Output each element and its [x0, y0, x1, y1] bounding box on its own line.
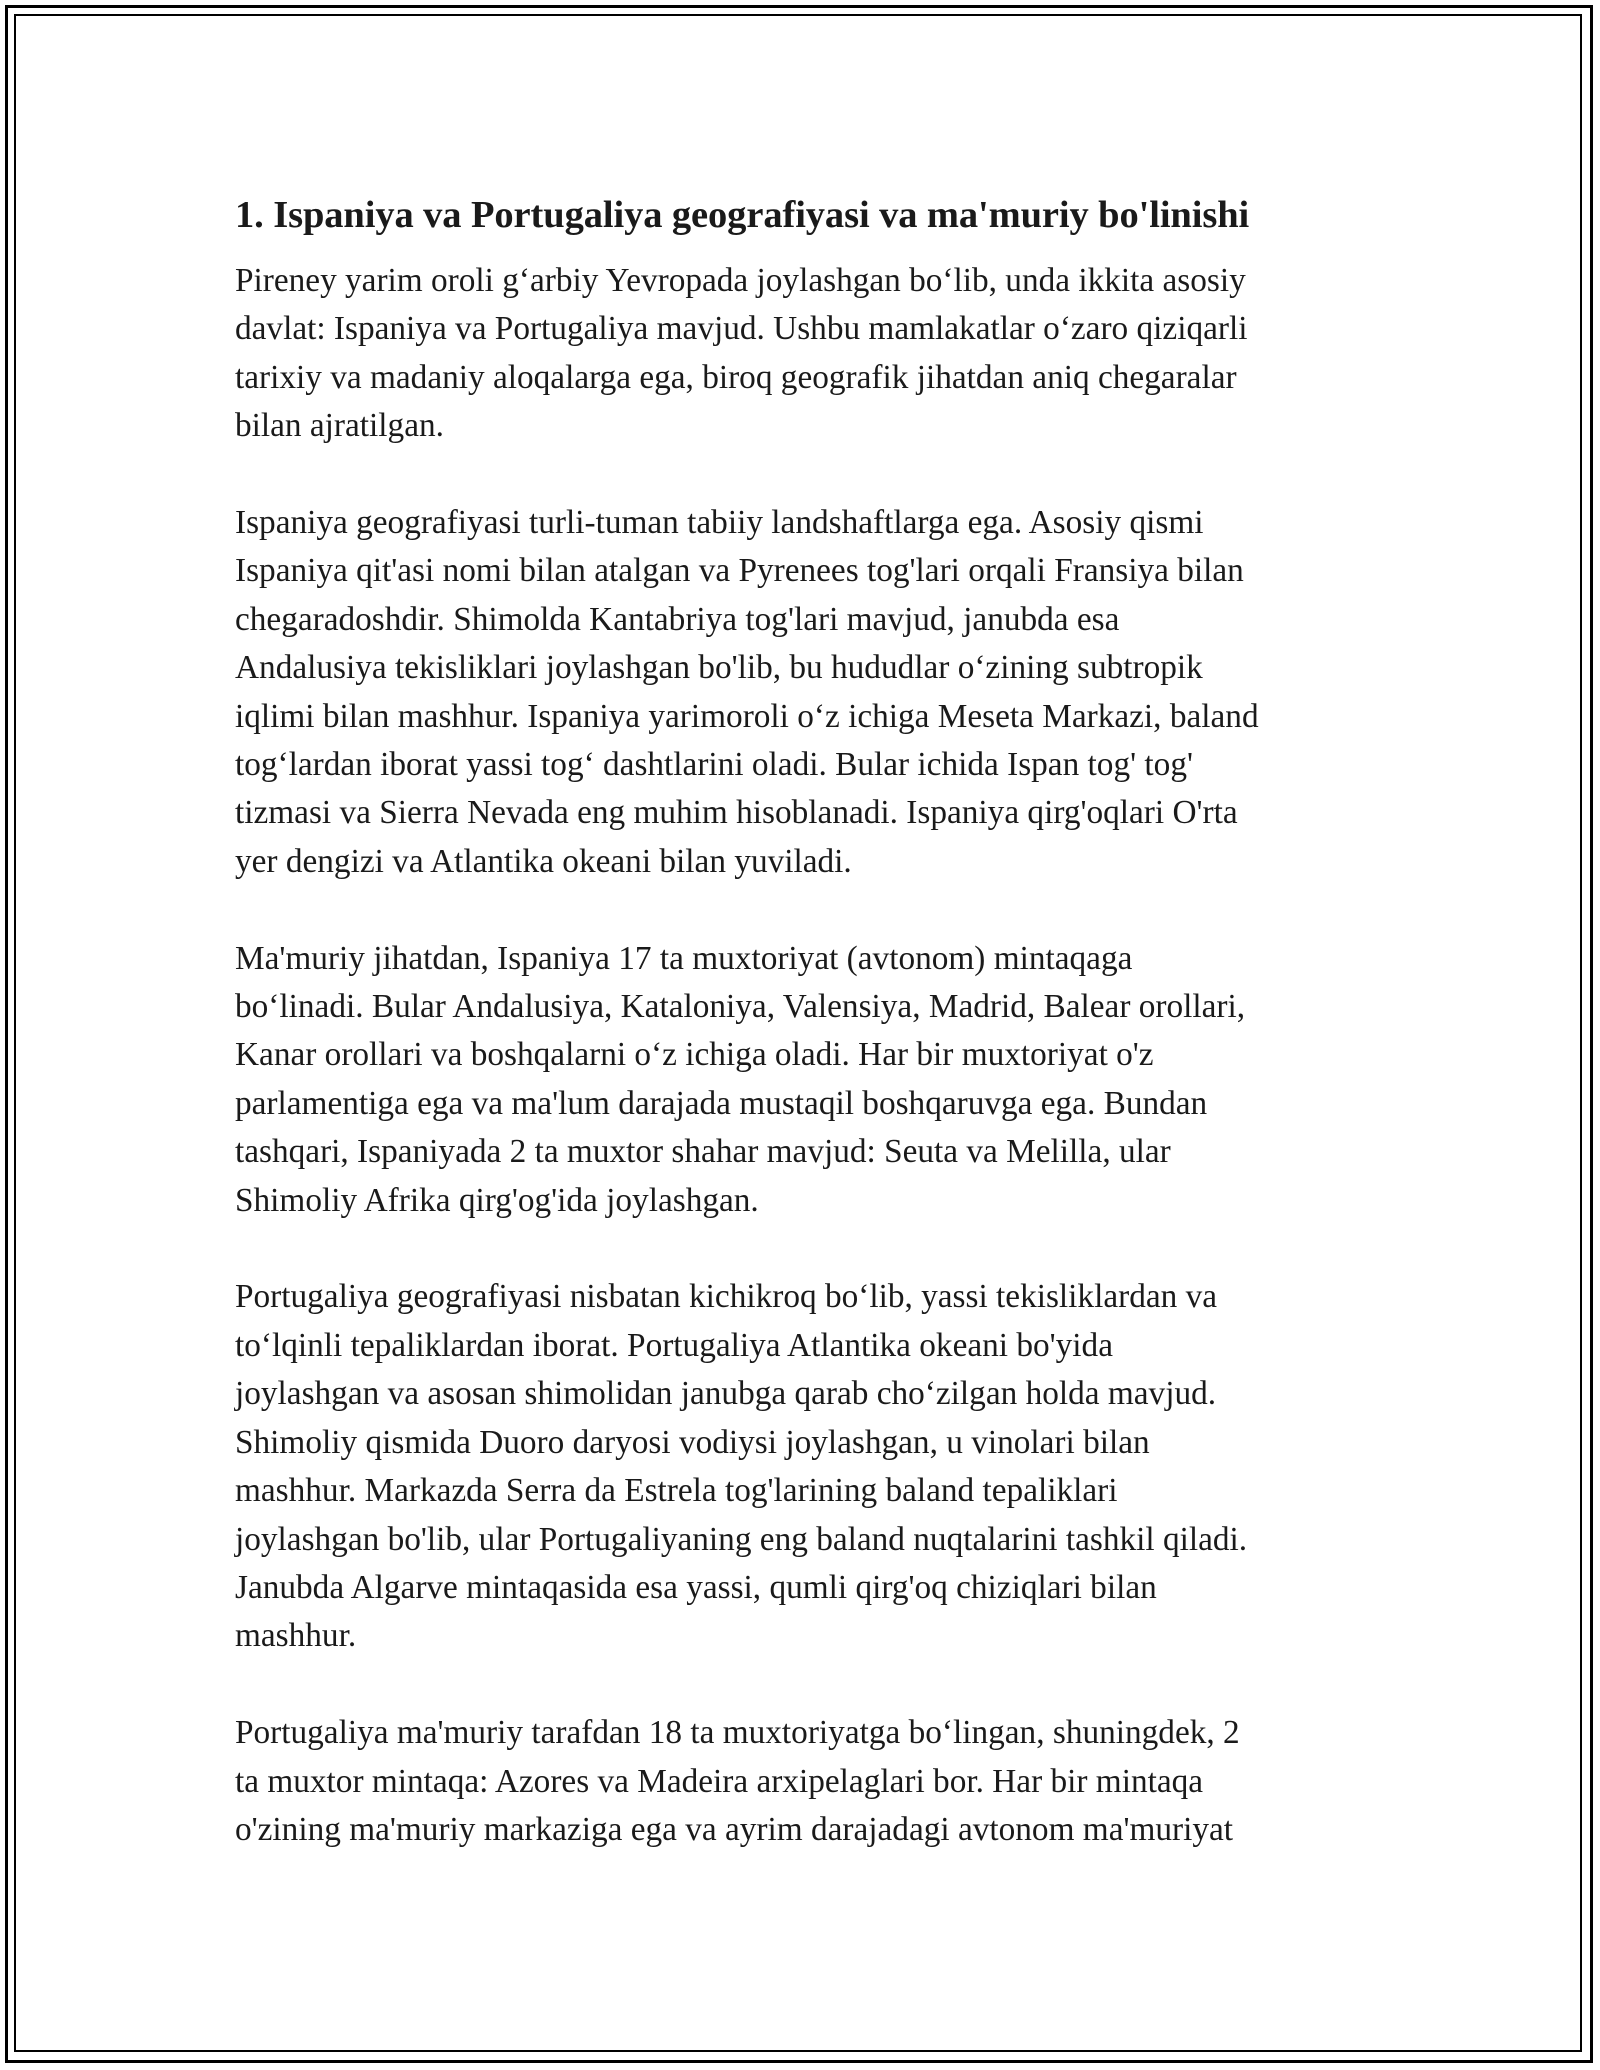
- paragraph-spain-geography: Ispaniya geografiyasi turli-tuman tabiiy landshaftlarga ega. Asosiy qismi Ispaniya qit'asi nomi bilan atalgan va Pyrenees tog'lari orqali Fransiya bilan chegaradoshdir. Shimolda Kantabriya tog'lari mavjud, janubda esa Andalusiya tekisliklari joylashgan bo'lib, bu hududlar o‘zining subtropik iqlimi bilan mashhur. Ispaniya yarimoroli o‘z ichiga Meseta Markazi, baland tog‘lardan iborat yassi tog‘ dashtlarini oladi. Bular ichida Ispan tog' tog' tizmasi va Sierra Nevada eng muhim hisoblanadi. Ispaniya qirg'oqlari O'rta yer dengizi va Atlantika okeani bilan yuviladi.: [235, 504, 1259, 880]
- section-heading: 1. Ispaniya va Portugaliya geografiyasi va ma'muriy bo'linishi: [235, 194, 1250, 236]
- paragraph-intro: Pireney yarim oroli g‘arbiy Yevropada joylashgan bo‘lib, unda ikkita asosiy davlat: Ispaniya va Portugaliya mavjud. Ushbu mamlakatlar o‘zaro qiziqarli tarixiy va madaniy aloqalarga ega, biroq geografik jihatdan aniq chegaralar bilan ajratilgan.: [235, 262, 1248, 445]
- paragraph-spain-administration: Ma'muriy jihatdan, Ispaniya 17 ta muxtoriyat (avtonom) mintaqaga bo‘linadi. Bular Andalusiya, Kataloniya, Valensiya, Madrid, Balear orollari, Kanar orollari va boshqalarni o‘z ichiga oladi. Har bir muxtoriyat o'z parlamentiga ega va ma'lum darajada mustaqil boshqaruvga ega. Bundan tashqari, Ispaniyada 2 ta muxtor shahar mavjud: Seuta va Melilla, ular Shimoliy Afrika qirg'og'ida joylashgan.: [235, 939, 1246, 1219]
- paragraph-portugal-geography: Portugaliya geografiyasi nisbatan kichikroq bo‘lib, yassi tekisliklardan va to‘lqinli tepaliklardan iborat. Portugaliya Atlantika okeani bo'yida joylashgan va asosan shimolidan janubga qarab cho‘zilgan holda mavjud. Shimoliy qismida Duoro daryosi vodiysi joylashgan, u vinolari bilan mashhur. Markazda Serra da Estrela tog'larining baland tepaliklari joylashgan bo'lib, ular Portugaliyaning eng baland nuqtalarini tashkil qiladi. Janubda Algarve mintaqasida esa yassi, qumli qirg'oq chiziqlari bilan mashhur.: [235, 1278, 1248, 1655]
- paragraph-portugal-administration: Portugaliya ma'muriy tarafdan 18 ta muxtoriyatga bo‘lingan, shuningdek, 2 ta muxtor mintaqa: Azores va Madeira arxipelaglari bor. Har bir mintaqa o'zining ma'muriy markaziga ega va ayrim darajadagi avtonom ma'muriyat: [235, 1714, 1240, 1848]
- document-body: [235, 187, 1375, 1854]
